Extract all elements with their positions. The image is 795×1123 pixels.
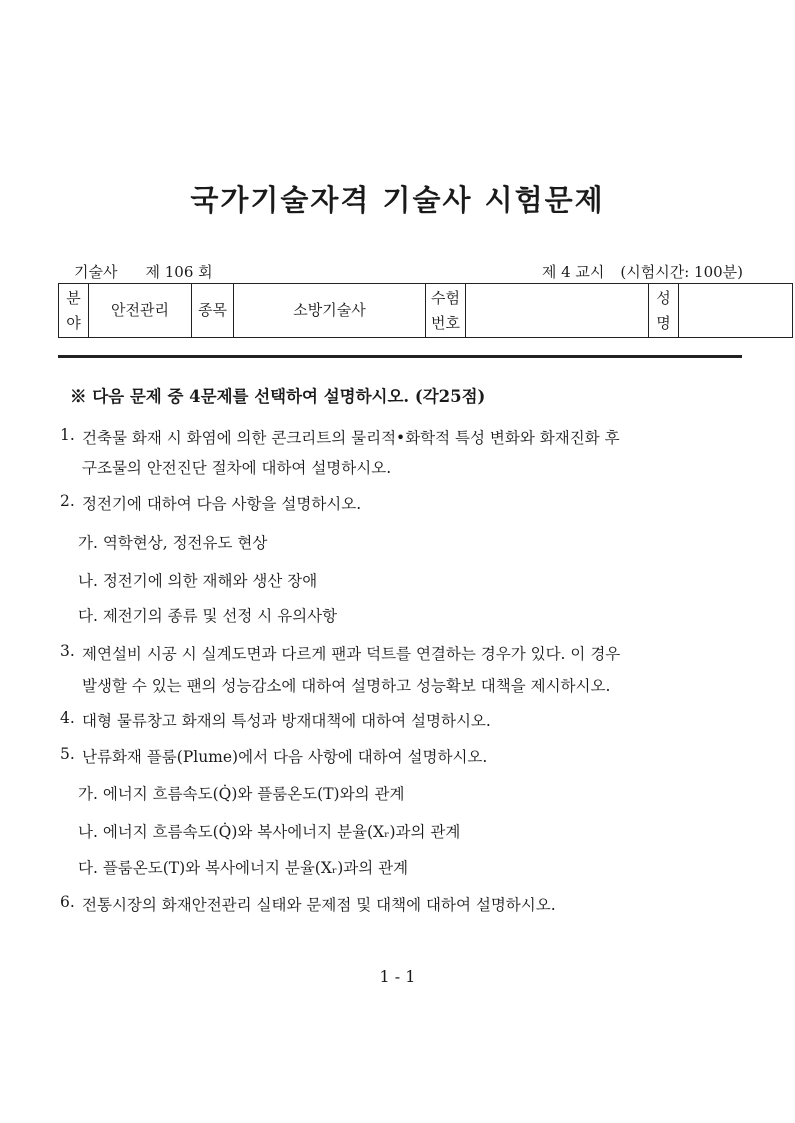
- question-text-line: 정전기에 대하여 다음 사항을 설명하시오.: [82, 495, 362, 513]
- question-2-sub-a: 가. 역학현상, 정전유도 현상: [78, 534, 268, 552]
- exam-info-row: [59, 284, 793, 338]
- question-3: [60, 642, 621, 695]
- name-field[interactable]: [679, 284, 793, 338]
- item-value: 소방기술사: [234, 284, 426, 338]
- question-5-sub-b: 나. 에너지 흐름속도(Q̇)와 복사에너지 분율(Xᵣ)과의 관계: [78, 823, 461, 841]
- question-number: 2.: [60, 492, 75, 510]
- question-text-line: 제연설비 시공 시 실계도면과 다르게 팬과 덕트를 연결하는 경우가 있다. 이 경우: [82, 645, 621, 663]
- question-5-sub-c: 다. 플룸온도(T)와 복사에너지 분율(Xᵣ)과의 관계: [78, 859, 409, 877]
- field-label: 분야: [59, 284, 89, 338]
- exam-period: 제 4 교시: [541, 263, 605, 281]
- page-number: 1 - 1: [379, 967, 416, 986]
- question-2-sub-b: 나. 정전기에 의한 재해와 생산 장애: [78, 572, 318, 590]
- question-text-line: 전통시장의 화재안전관리 실태와 문제점 및 대책에 대하여 설명하시오.: [82, 896, 556, 914]
- question-text-line: 건축물 화재 시 화염에 의한 콘크리트의 물리적•화학적 특성 변화와 화재진화 후: [82, 429, 620, 447]
- field-value: 안전관리: [89, 284, 192, 338]
- question-1: [60, 426, 620, 477]
- question-number: 6.: [60, 893, 75, 911]
- question-number: 4.: [60, 709, 75, 727]
- question-number: 5.: [60, 745, 75, 763]
- name-label: 성명: [649, 284, 679, 338]
- exam-category: 기술사: [74, 263, 118, 281]
- question-4: [60, 709, 491, 730]
- exam-instruction: ※ 다음 문제 중 4문제를 선택하여 설명하시오. (각25점): [70, 387, 486, 406]
- exam-number-label: 수험번호: [426, 284, 466, 338]
- question-2: [60, 492, 362, 513]
- exam-title: 국가기술자격 기술사 시험문제: [190, 183, 605, 217]
- exam-duration: (시험시간: 100분): [620, 263, 743, 281]
- question-number: 1.: [60, 426, 75, 444]
- exam-round: 제 106 회: [145, 263, 213, 281]
- item-label: 종목: [192, 284, 234, 338]
- exam-info-table: [58, 283, 793, 338]
- exam-header-right: [526, 261, 743, 282]
- question-5-sub-a: 가. 에너지 흐름속도(Q̇)와 플룸온도(T)와의 관계: [78, 785, 405, 803]
- header-divider: [58, 355, 742, 358]
- question-text-line: 대형 물류창고 화재의 특성과 방재대책에 대하여 설명하시오.: [82, 712, 491, 730]
- question-2-sub-c: 다. 제전기의 종류 및 선정 시 유의사항: [78, 607, 338, 625]
- question-number: 3.: [60, 642, 75, 660]
- question-5: [60, 745, 488, 766]
- question-text-line: 구조물의 안전진단 절차에 대하여 설명하시오.: [82, 459, 392, 477]
- exam-number-field[interactable]: [466, 284, 649, 338]
- question-6: [60, 893, 556, 914]
- question-text-line: 난류화재 플룸(Plume)에서 다음 사항에 대하여 설명하시오.: [82, 748, 488, 766]
- exam-header-left: [74, 261, 241, 282]
- question-text-line: 발생할 수 있는 팬의 성능감소에 대하여 설명하고 성능확보 대책을 제시하시오.: [82, 677, 611, 695]
